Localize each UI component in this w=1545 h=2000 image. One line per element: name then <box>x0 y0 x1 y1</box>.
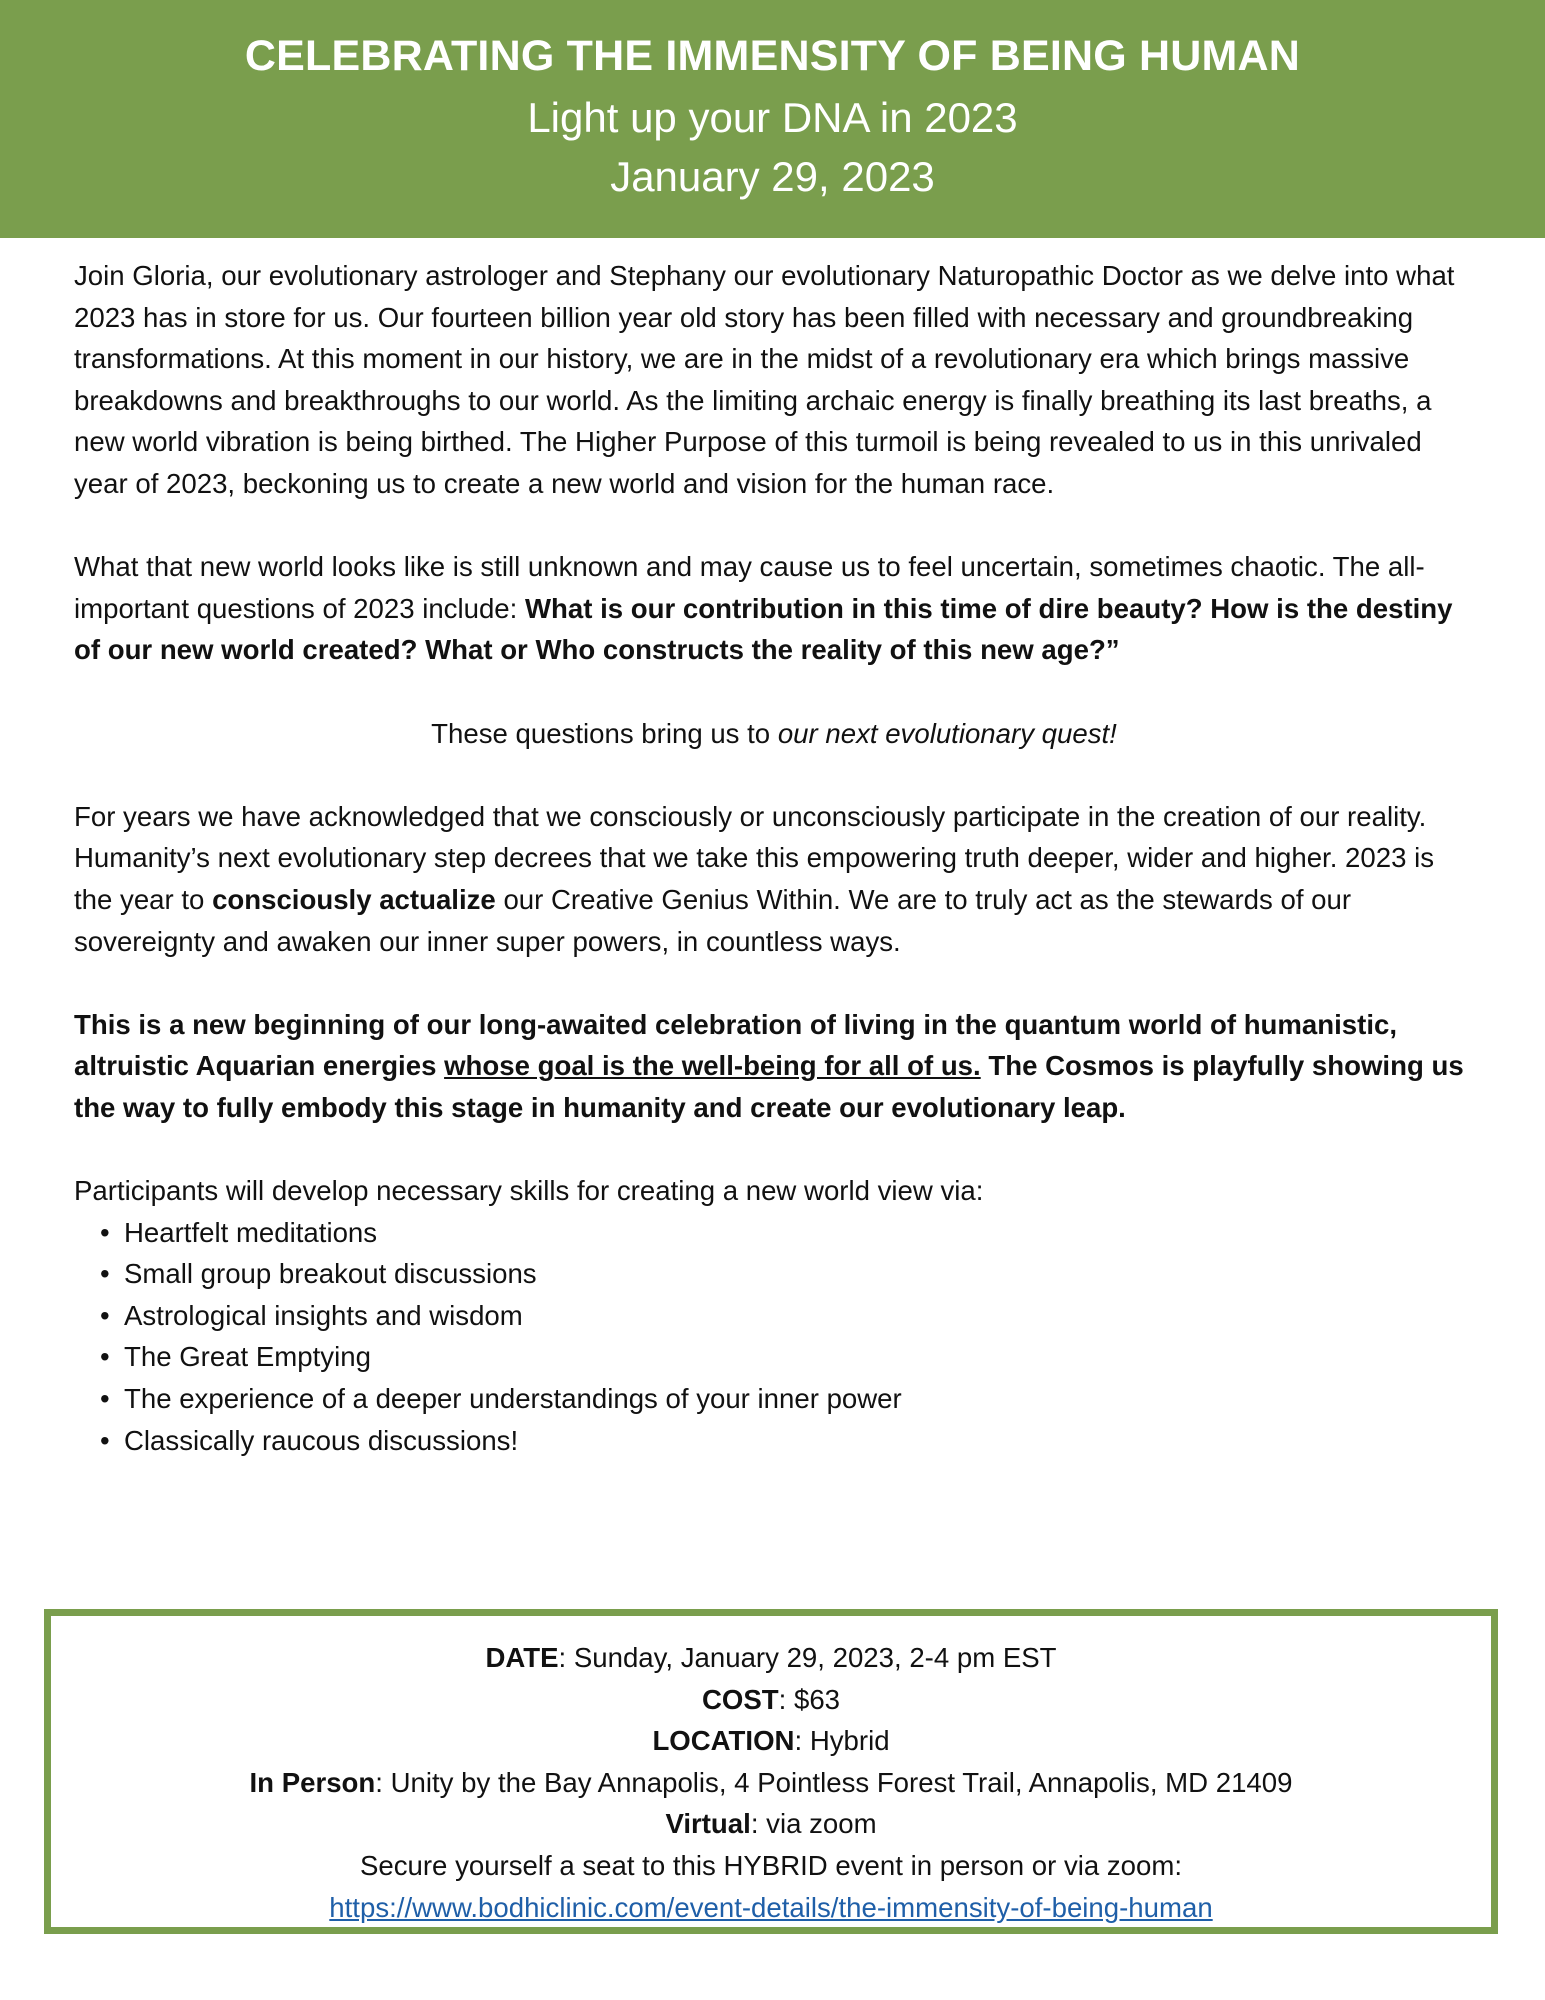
questions-bold: What is our contribution in this time of dire beauty? How is the destiny of our new world created? What or Who constructs the reality of this new age?” <box>74 592 1453 666</box>
bullet-icon: • <box>100 1258 110 1290</box>
in-person-label: In Person <box>249 1766 376 1798</box>
event-link[interactable]: https://www.bodhiclinic.com/event-details/the-immensity-of-being-human <box>329 1891 1213 1923</box>
in-person-row <box>51 1762 1491 1804</box>
main-content <box>74 255 1474 1461</box>
questions-paragraph <box>74 546 1474 671</box>
reality-bold: consciously actualize <box>212 883 496 915</box>
quest-italic: our next evolutionary quest! <box>777 717 1117 749</box>
quest-lead: These questions bring us to <box>431 717 778 749</box>
cost-label: COST <box>701 1683 779 1715</box>
list-item <box>100 1336 1474 1378</box>
skills-list <box>74 1212 1474 1462</box>
event-details-box <box>44 1609 1498 1934</box>
intro-paragraph: Join Gloria, our evolutionary astrologer and Stephany our evolutionary Naturopathic Doctor as we delve into what 2023 has in store for us. Our fourteen billion year old story has been filled with necessary and groundbreaking transformations. At this moment in our history, we are in the midst of a revolutionary era which brings massive breakdowns and breakthroughs to our world. As the limiting archaic energy is finally breathing its last breaths, a new world vibration is being birthed. The Higher Purpose of this turmoil is being revealed to us in this unrivaled year of 2023, beckoning us to create a new world and vision for the human race. <box>74 260 1455 499</box>
location-label: LOCATION <box>652 1725 795 1757</box>
questions-lead: What that new world looks like is still unknown and may cause us to feel uncertain, sometimes chaotic. The all-important questions of 2023 include: <box>74 551 1425 624</box>
page-title: CELEBRATING THE IMMENSITY OF BEING HUMAN <box>244 32 1301 80</box>
celebration-underlined: whose goal is the well-being for all of us. <box>444 1050 981 1082</box>
list-item <box>100 1253 1474 1295</box>
bullet-icon: • <box>100 1216 110 1248</box>
in-person-value: : Unity by the Bay Annapolis, 4 Pointless Forest Trail, Annapolis, MD 21409 <box>375 1766 1293 1798</box>
quest-line <box>74 713 1474 755</box>
reality-paragraph <box>74 796 1474 962</box>
celebration-paragraph <box>74 1004 1474 1129</box>
celebration-part1: This is a new beginning of our long-awaited celebration of living in the quantum world of humanistic, altruistic Aquarian energies <box>74 1008 1398 1082</box>
skills-section <box>74 1170 1474 1461</box>
date-row <box>51 1637 1491 1679</box>
list-item <box>100 1378 1474 1420</box>
bullet-icon: • <box>100 1299 110 1331</box>
bullet-icon: • <box>100 1341 110 1373</box>
list-item <box>100 1212 1474 1254</box>
location-row <box>51 1720 1491 1762</box>
virtual-value: : via zoom <box>750 1808 877 1840</box>
reality-part1: For years we have acknowledged that we consciously or unconsciously participate in the creation of our reality. Humanity’s next evolutionary step decrees that we take this empowering truth deeper, wider and higher. 2023 is the year to <box>74 800 1435 915</box>
cta-text: Secure yourself a seat to this HYBRID event in person or via zoom: <box>359 1849 1183 1881</box>
virtual-label: Virtual <box>665 1808 751 1840</box>
list-item-text: Astrological insights and wisdom <box>124 1299 523 1331</box>
reality-part2: our Creative Genius Within. We are to truly act as the stewards of our sovereignty and awaken our inner super powers, in countless ways. <box>74 883 1352 957</box>
list-item-text: Heartfelt meditations <box>124 1216 378 1248</box>
bullet-icon: • <box>100 1383 110 1415</box>
date-label: DATE <box>485 1642 559 1673</box>
list-item-text: Classically raucous discussions! <box>124 1424 519 1456</box>
list-item-text: The Great Emptying <box>124 1341 371 1373</box>
location-value: : Hybrid <box>794 1725 890 1757</box>
list-item <box>100 1295 1474 1337</box>
cost-row <box>51 1679 1491 1721</box>
bullet-icon: • <box>100 1424 110 1456</box>
virtual-row <box>51 1803 1491 1845</box>
link-row <box>51 1887 1491 1929</box>
celebration-part2: The Cosmos is playfully showing us the way to fully embody this stage in humanity and create our evolutionary leap. <box>74 1050 1464 1123</box>
list-item-text: Small group breakout discussions <box>124 1258 537 1290</box>
list-item-text: The experience of a deeper understandings of your inner power <box>124 1383 902 1415</box>
event-date-heading: January 29, 2023 <box>610 153 935 200</box>
page-subtitle: Light up your DNA in 2023 <box>527 94 1018 141</box>
skills-lead: Participants will develop necessary skills for creating a new world view via: <box>74 1175 984 1207</box>
date-value: : Sunday, January 29, 2023, 2-4 pm EST <box>558 1642 1057 1673</box>
list-item <box>100 1420 1474 1462</box>
header-banner <box>0 0 1545 238</box>
cost-value: : $63 <box>778 1683 841 1715</box>
